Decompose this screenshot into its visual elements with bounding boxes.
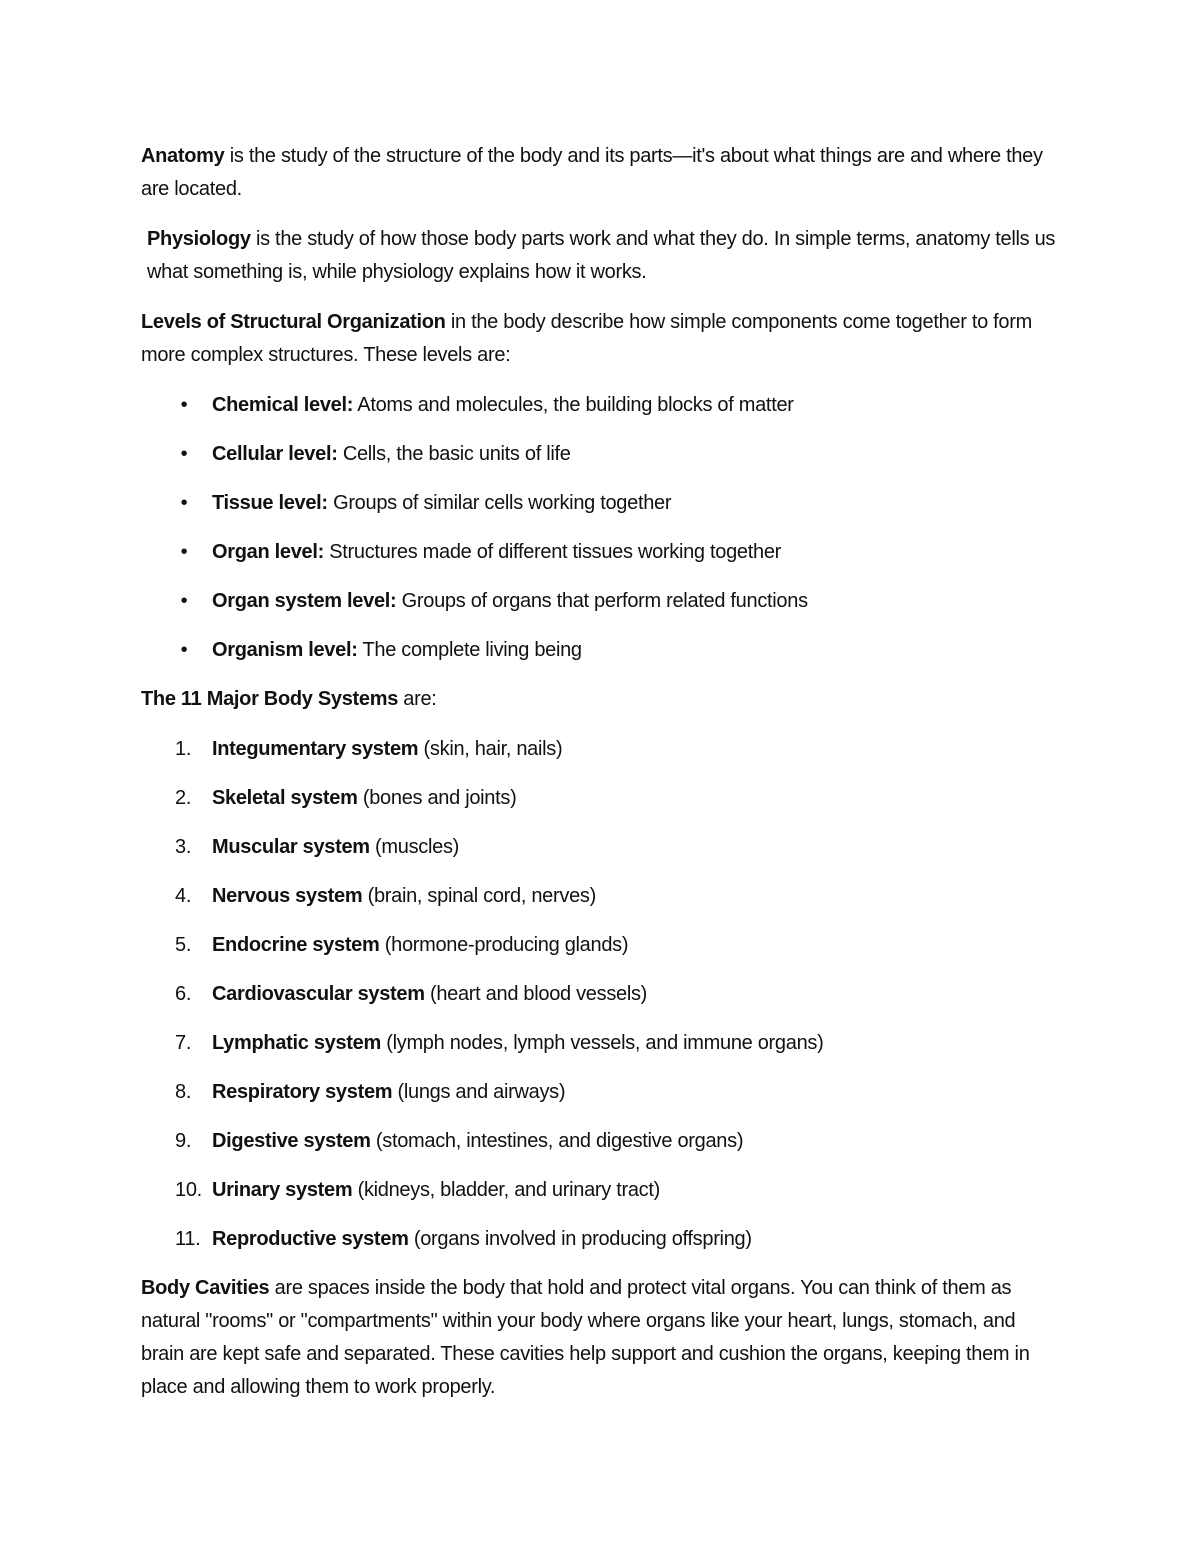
system-term: Lymphatic system [212, 1032, 381, 1054]
systems-intro-paragraph [141, 683, 1056, 716]
system-text: (lungs and airways) [392, 1081, 566, 1103]
list-number: 8. [175, 1081, 192, 1103]
system-term: Integumentary system [212, 738, 419, 760]
physiology-text: is the study of how those body parts work and what they do. In simple terms, anatomy tells us what something is, while physiology explains how it works. [147, 228, 1056, 283]
bullet-icon: • [180, 639, 188, 661]
system-term: Urinary system [212, 1179, 353, 1201]
list-item [141, 880, 1056, 913]
bullet-icon: • [180, 443, 188, 465]
levels-intro-paragraph [141, 306, 1056, 372]
physiology-paragraph [141, 223, 1056, 289]
list-number: 2. [175, 787, 192, 809]
document-page [141, 140, 1056, 1421]
bullet-icon: • [180, 590, 188, 612]
system-term: Skeletal system [212, 787, 358, 809]
list-item [141, 929, 1056, 962]
level-text: Groups of organs that perform related functions [396, 590, 808, 612]
list-item [141, 1125, 1056, 1158]
list-item [141, 536, 1056, 569]
system-text: (bones and joints) [357, 787, 517, 809]
list-number: 10. [175, 1179, 202, 1201]
level-term: Organ system level: [212, 590, 397, 612]
systems-intro-text: are: [398, 688, 437, 710]
list-item [141, 1174, 1056, 1207]
list-item [141, 389, 1056, 422]
list-number: 9. [175, 1130, 192, 1152]
level-term: Organism level: [212, 639, 358, 661]
system-text: (skin, hair, nails) [418, 738, 563, 760]
level-term: Tissue level: [212, 492, 328, 514]
level-text: Structures made of different tissues working together [324, 541, 782, 563]
list-item [141, 831, 1056, 864]
cavities-text: are spaces inside the body that hold and protect vital organs. You can think of them as natural "rooms" or "compartments" within your body where organs like your heart, lungs, stomach, and brain are kept safe and separated. These cavities help support and cushion the organs, keeping them in place and allowing them to work properly. [141, 1277, 1030, 1398]
list-item [141, 438, 1056, 471]
list-number: 11. [175, 1228, 201, 1250]
list-item [141, 733, 1056, 766]
list-item [141, 782, 1056, 815]
list-item [141, 1027, 1056, 1060]
system-term: Endocrine system [212, 934, 380, 956]
system-text: (lymph nodes, lymph vessels, and immune organs) [380, 1032, 824, 1054]
list-item [141, 487, 1056, 520]
system-term: Digestive system [212, 1130, 371, 1152]
list-item [141, 585, 1056, 618]
system-text: (kidneys, bladder, and urinary tract) [352, 1179, 660, 1201]
list-number: 5. [175, 934, 192, 956]
list-number: 1. [175, 738, 192, 760]
cavities-paragraph [141, 1272, 1056, 1404]
level-term: Cellular level: [212, 443, 338, 465]
system-term: Nervous system [212, 885, 363, 907]
systems-intro-term: The 11 Major Body Systems [141, 688, 399, 710]
bullet-icon: • [180, 492, 188, 514]
systems-list [141, 733, 1056, 1256]
bullet-icon: • [180, 394, 188, 416]
system-text: (heart and blood vessels) [424, 983, 648, 1005]
levels-intro-text: in the body describe how simple components come together to form more complex structures. These levels are: [141, 311, 1032, 366]
system-term: Respiratory system [212, 1081, 393, 1103]
anatomy-paragraph [141, 140, 1056, 206]
list-number: 7. [175, 1032, 192, 1054]
anatomy-text: is the study of the structure of the body and its parts—it's about what things are and where they are located. [141, 145, 1043, 200]
system-text: (organs involved in producing offspring) [408, 1228, 752, 1250]
list-number: 6. [175, 983, 192, 1005]
list-item [141, 634, 1056, 667]
anatomy-term: Anatomy [141, 145, 225, 167]
levels-intro-term: Levels of Structural Organization [141, 311, 446, 333]
level-term: Organ level: [212, 541, 324, 563]
system-term: Reproductive system [212, 1228, 409, 1250]
bullet-icon: • [180, 541, 188, 563]
level-text: Cells, the basic units of life [337, 443, 571, 465]
levels-list [141, 389, 1056, 667]
system-text: (brain, spinal cord, nerves) [362, 885, 596, 907]
system-text: (hormone-producing glands) [379, 934, 629, 956]
list-item [141, 1223, 1056, 1256]
system-text: (muscles) [369, 836, 460, 858]
level-term: Chemical level: [212, 394, 354, 416]
level-text: Groups of similar cells working together [327, 492, 672, 514]
list-item [141, 1076, 1056, 1109]
system-term: Cardiovascular system [212, 983, 425, 1005]
list-number: 3. [175, 836, 192, 858]
physiology-term: Physiology [147, 228, 251, 250]
system-text: (stomach, intestines, and digestive organs) [370, 1130, 744, 1152]
level-text: The complete living being [357, 639, 582, 661]
list-item [141, 978, 1056, 1011]
list-number: 4. [175, 885, 192, 907]
level-text: Atoms and molecules, the building blocks of matter [353, 394, 794, 416]
cavities-term: Body Cavities [141, 1277, 270, 1299]
system-term: Muscular system [212, 836, 370, 858]
